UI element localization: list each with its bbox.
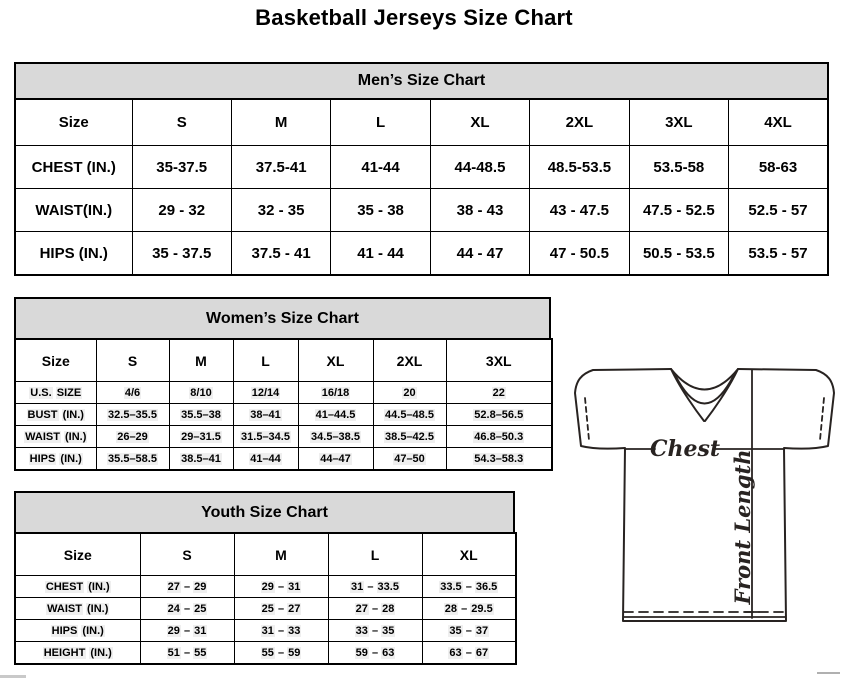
size-value-cell: 37.5 - 41 [231,232,330,276]
row-label: CHEST (IN.) [15,576,140,598]
size-value-cell: 16/18 [298,382,373,404]
size-value-cell: 38.5–42.5 [373,426,446,448]
column-header-xl: XL [298,339,373,382]
measurement-row [15,404,552,426]
column-header-m: M [169,339,233,382]
youth-size-table [14,532,517,665]
mens-size-table [14,98,829,276]
size-value-cell: 35 - 37.5 [132,232,231,276]
womens-size-chart-title: Women’s Size Chart [14,297,551,338]
size-header-row [15,339,552,382]
size-value-cell: 38–41 [233,404,298,426]
size-value-cell: 44-48.5 [430,146,529,189]
size-value-cell: 4/6 [96,382,169,404]
row-label: U.S. SIZE [15,382,96,404]
column-header-size: Size [15,339,96,382]
column-header-m: M [231,99,330,146]
size-value-cell: 44–47 [298,448,373,471]
youth-size-chart-title: Youth Size Chart [14,491,515,532]
size-value-cell: 37.5-41 [231,146,330,189]
size-value-cell: 25 – 27 [234,598,328,620]
jersey-outline [575,369,834,621]
size-value-cell: 52.8–56.5 [446,404,552,426]
size-header-row [15,99,828,146]
size-value-cell: 46.8–50.3 [446,426,552,448]
size-value-cell: 48.5-53.5 [530,146,629,189]
size-value-cell: 53.5 - 57 [729,232,828,276]
jersey-measurement-diagram [563,360,841,630]
column-header-3xl: 3XL [629,99,728,146]
womens-size-table [14,338,553,471]
row-label: WAIST(IN.) [15,189,132,232]
column-header-l: L [328,533,422,576]
measurement-row [15,382,552,404]
size-value-cell: 33 – 35 [328,620,422,642]
size-value-cell: 31 – 33 [234,620,328,642]
measurement-row [15,146,828,189]
size-value-cell: 32.5–35.5 [96,404,169,426]
size-value-cell: 35-37.5 [132,146,231,189]
row-label: HEIGHT (IN.) [15,642,140,665]
size-value-cell: 29–31.5 [169,426,233,448]
size-value-cell: 54.3–58.3 [446,448,552,471]
measurement-row [15,426,552,448]
size-value-cell: 31.5–34.5 [233,426,298,448]
mens-size-chart-title: Men’s Size Chart [14,62,829,98]
size-value-cell: 29 – 31 [140,620,234,642]
column-header-2xl: 2XL [373,339,446,382]
size-value-cell: 50.5 - 53.5 [629,232,728,276]
size-value-cell: 44.5–48.5 [373,404,446,426]
row-label: HIPS (IN.) [15,620,140,642]
row-label: CHEST (IN.) [15,146,132,189]
mens-size-chart [14,62,829,276]
column-header-4xl: 4XL [729,99,828,146]
size-value-cell: 29 – 31 [234,576,328,598]
size-value-cell: 43 - 47.5 [530,189,629,232]
column-header-s: S [132,99,231,146]
column-header-s: S [140,533,234,576]
row-label: BUST (IN.) [15,404,96,426]
size-value-cell: 8/10 [169,382,233,404]
size-value-cell: 51 – 55 [140,642,234,665]
size-value-cell: 41 - 44 [331,232,430,276]
size-value-cell: 35 - 38 [331,189,430,232]
sleeve-stitch-right-icon [820,398,824,440]
collar-inner-arc [674,373,735,404]
chest-label: Chest [649,436,721,462]
size-value-cell: 29 - 32 [132,189,231,232]
size-value-cell: 22 [446,382,552,404]
size-value-cell: 35 – 37 [422,620,516,642]
size-value-cell: 41–44.5 [298,404,373,426]
column-header-3xl: 3XL [446,339,552,382]
column-header-2xl: 2XL [530,99,629,146]
page-title: Basketball Jerseys Size Chart [255,5,573,30]
youth-size-chart [14,491,515,665]
row-label: WAIST (IN.) [15,598,140,620]
size-value-cell: 32 - 35 [231,189,330,232]
sleeve-stitch-left-icon [585,398,589,440]
size-value-cell: 24 – 25 [140,598,234,620]
size-value-cell: 12/14 [233,382,298,404]
size-value-cell: 38 - 43 [430,189,529,232]
row-label: WAIST (IN.) [15,426,96,448]
front-length-label: Front Length [730,449,755,605]
size-value-cell: 34.5–38.5 [298,426,373,448]
row-label: HIPS (IN.) [15,448,96,471]
size-value-cell: 63 – 67 [422,642,516,665]
size-value-cell: 26–29 [96,426,169,448]
column-header-s: S [96,339,169,382]
size-value-cell: 27 – 28 [328,598,422,620]
column-header-xl: XL [422,533,516,576]
column-header-l: L [233,339,298,382]
column-header-size: Size [15,99,132,146]
size-value-cell: 28 – 29.5 [422,598,516,620]
measurement-row [15,232,828,276]
size-value-cell: 47 - 50.5 [530,232,629,276]
size-value-cell: 58-63 [729,146,828,189]
cropped-content-fragment-right [817,672,840,674]
size-header-row [15,533,516,576]
size-value-cell: 20 [373,382,446,404]
size-value-cell: 35.5–58.5 [96,448,169,471]
size-value-cell: 55 – 59 [234,642,328,665]
measurement-row [15,576,516,598]
measurement-row [15,448,552,471]
size-value-cell: 33.5 – 36.5 [422,576,516,598]
size-value-cell: 38.5–41 [169,448,233,471]
size-value-cell: 35.5–38 [169,404,233,426]
size-value-cell: 41-44 [331,146,430,189]
size-value-cell: 59 – 63 [328,642,422,665]
cropped-content-fragment-left [0,675,26,678]
womens-size-chart [14,297,551,471]
size-value-cell: 52.5 - 57 [729,189,828,232]
size-value-cell: 44 - 47 [430,232,529,276]
size-value-cell: 53.5-58 [629,146,728,189]
column-header-size: Size [15,533,140,576]
size-value-cell: 27 – 29 [140,576,234,598]
size-value-cell: 31 – 33.5 [328,576,422,598]
column-header-xl: XL [430,99,529,146]
measurement-row [15,189,828,232]
size-value-cell: 47.5 - 52.5 [629,189,728,232]
measurement-row [15,620,516,642]
measurement-row [15,642,516,665]
measurement-row [15,598,516,620]
column-header-l: L [331,99,430,146]
size-value-cell: 47–50 [373,448,446,471]
column-header-m: M [234,533,328,576]
row-label: HIPS (IN.) [15,232,132,276]
size-value-cell: 41–44 [233,448,298,471]
